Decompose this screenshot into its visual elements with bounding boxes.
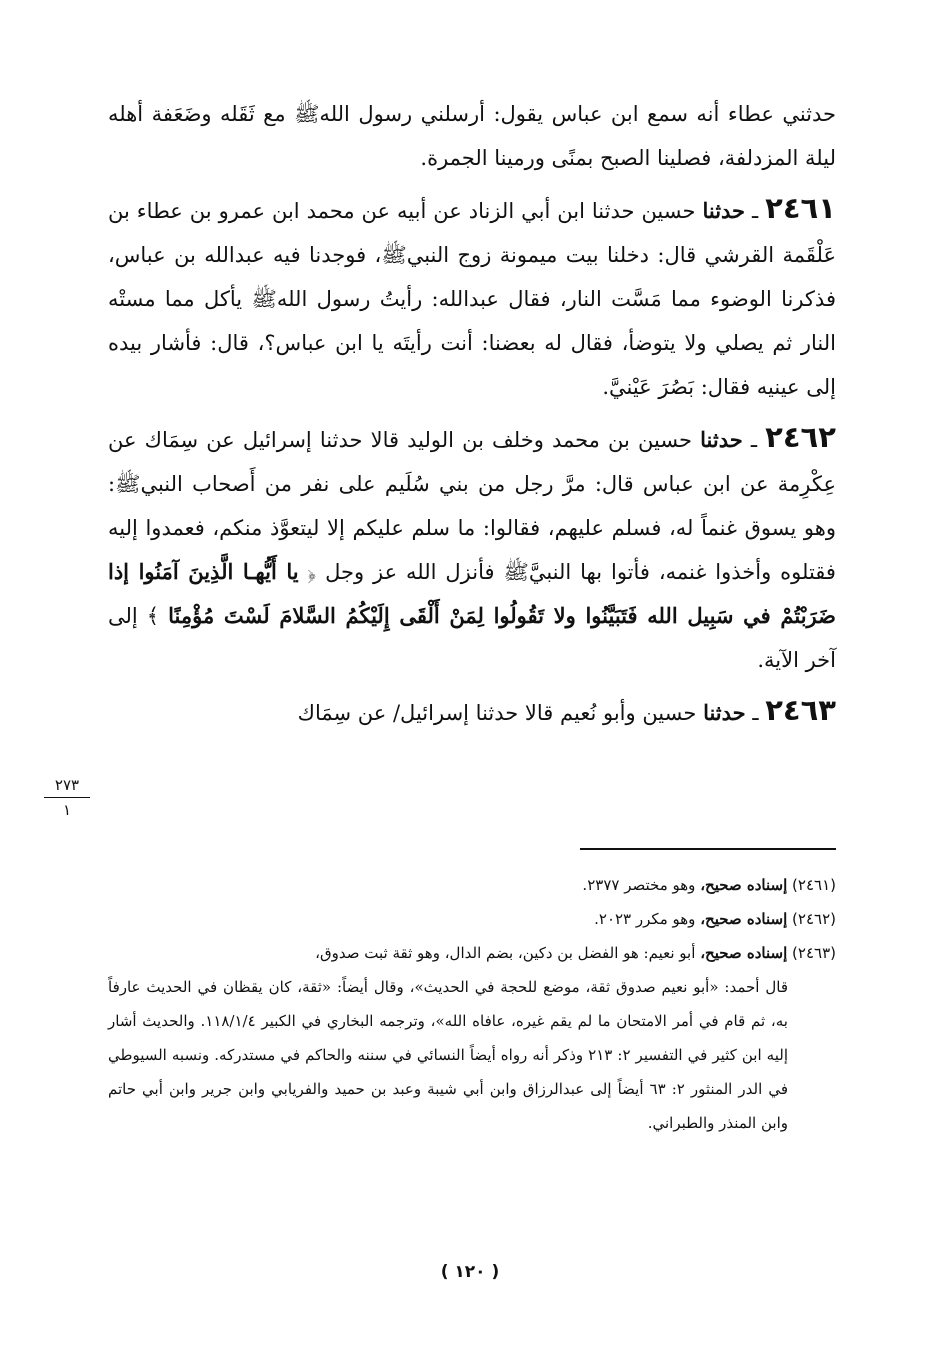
text-line: على نفر من أَصحاب النبيﷺ: وهو يسوق غنماً له، فسلم عليهم، فقالوا: ما <box>108 472 836 540</box>
margin-note-denominator: ١ <box>62 801 72 819</box>
hadith-number: ٢٤٦١ <box>765 191 836 225</box>
margin-volume-page-note <box>44 776 90 819</box>
hadith-2463 <box>108 688 836 735</box>
intro-paragraph <box>108 92 836 180</box>
text-line: النبيَّﷺ فأنزل الله عز وجل <box>325 560 572 584</box>
text-line: إسرائيل عن سِمَاك عن عِكْرِمة عن ابن عباس قال: مرَّ رجل من بني سُلَيم <box>108 428 836 496</box>
hadith-number: ٢٤٦٢ <box>765 420 836 454</box>
margin-note-numerator: ٢٧٣ <box>44 776 90 798</box>
page-number: ( ١٢٠ ) <box>440 1262 500 1282</box>
text-line: عَيْنيَّ. <box>602 375 652 399</box>
hadith-keyword: حدثنا <box>700 427 743 452</box>
hadith-keyword: حدثنا <box>703 700 746 725</box>
footnote-line: يقظان في الحديث عارفاً به، ثم قام في أمر الامتحان ما لم يقم غيره، عافاه الله»، وترجمه <box>108 978 788 1030</box>
footnote-line: البخاري في الكبير ١١٨/١/٤. والحديث أشار إليه ابن كثير في التفسير ٢: ٢١٣ <box>108 1012 788 1064</box>
footnote-text: وهو مختصر ٢٣٧٧. <box>582 876 696 894</box>
hadith-2461 <box>108 186 836 409</box>
hadith-dash: ـ <box>750 428 758 452</box>
text-line: حسين بن محمد وخلف بن الوليد قالا حدثنا <box>319 428 693 452</box>
footnote-2461 <box>108 868 836 902</box>
footnote-ref: (٢٤٦٢) <box>792 910 836 928</box>
text-line: وضَعَفة أهله ليلة المزدلفة، فصلينا الصبح بمنًى ورمينا الجمرة. <box>108 102 836 170</box>
text-line: حدثني عطاء أنه سمع ابن عباس يقول: أرسلني رسول اللهﷺ مع ثَقَله <box>220 102 837 126</box>
footnote-ref: (٢٤٦١) <box>792 876 836 894</box>
footnote-text: وهو مكرر ٢٠٢٣. <box>594 910 696 928</box>
hadith-keyword: حدثنا <box>702 198 746 223</box>
footnote-verdict: إسناده صحيح، <box>700 876 788 894</box>
quran-verse: يا أَيُّهـا الَّذِينَ آمَنُوا إذا ضَرَبْتُمْ في سَبِيل الله فَتَبَيَّنُوا ولا تَقُولُوا لِمَنْ أَلْقَى إِلَيْكُمُ السَّلامَ لَسْتَ مُؤْمِنًا <box>108 559 836 628</box>
text-line: حسين وأبو نُعيم قالا حدثنا إسرائيل/ عن سِمَاك <box>297 701 697 725</box>
text-line: حسين حدثنا ابن أبي الزناد عن أبيه عن محمد <box>306 199 696 223</box>
main-text <box>108 92 836 735</box>
footnote-verdict: إسناده صحيح، <box>700 910 788 928</box>
hadith-2462 <box>108 415 836 682</box>
footnote-line: المنثور ٢: ٦٣ أيضاً إلى عبدالرزاق وابن أبي شيبة وعبد بن حميد والفريابي وابن جرير <box>202 1080 733 1098</box>
verse-ending: إلى آخر الآية. <box>108 604 836 672</box>
text-line: بعضنا: أنت رأيتَه يا ابن عباس؟، قال: فأشار بيده إلى عينيه فقال: بَصُرَ <box>108 331 836 399</box>
footnote-line: وذكر أنه رواه أيضاً النسائي في سننه والحاكم في مستدركه. ونسبه السيوطي في الدر <box>108 1046 789 1098</box>
footnote-verdict: إسناده صحيح، <box>700 944 788 962</box>
text-line: ابن عمرو بن عطاء بن عَلْقَمة القرشي قال: دخلنا بيت ميمونة زوج <box>108 199 836 267</box>
hadith-number: ٢٤٦٣ <box>765 693 836 727</box>
footnote-2462 <box>108 902 836 936</box>
footnote-line: قال أحمد: «أبو نعيم صدوق ثقة، موضع للحجة في الحديث»، وقال أيضاً: «ثقة، كان <box>268 978 788 996</box>
text-line: عبدالله: رأيتُ رسول اللهﷺ يأكل مما مستْه النار ثم يصلي ولا يتوضأ، فقال له <box>108 287 837 355</box>
footnote-continuation <box>108 970 836 1140</box>
hadith-dash: ـ <box>752 199 759 223</box>
footnote-line: وابن أبي حاتم وابن المنذر والطبراني. <box>108 1080 788 1132</box>
quran-bracket-open: ﴿ <box>307 560 317 584</box>
footnotes <box>108 868 836 1140</box>
footnote-text: أبو نعيم: هو الفضل بن دكين، بضم الدال، وهو ثقة ثبت صدوق، <box>315 944 696 962</box>
hadith-dash: ـ <box>752 701 759 725</box>
footnote-2463 <box>108 936 836 1140</box>
footnote-ref: (٢٤٦٣) <box>792 944 836 962</box>
text-line: سلم عليكم إلا ليتعوَّذ منكم، فعمدوا إليه فقتلوه وأخذوا غنمه، فأتوا بها <box>108 516 836 584</box>
text-line: النبيﷺ، فوجدنا فيه عبدالله بن عباس، فذكرنا الوضوء مما مَسَّت النار، فقال <box>108 243 836 311</box>
quran-bracket-close: ﴾ <box>146 604 160 628</box>
footnote-divider <box>580 848 836 850</box>
